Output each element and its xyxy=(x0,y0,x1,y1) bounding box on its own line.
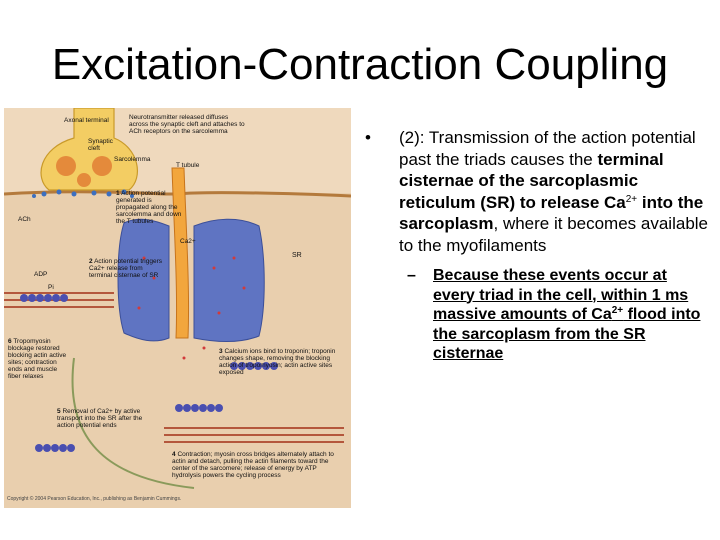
bullet-list xyxy=(365,127,710,364)
step-1-text: Action potential generated is propagated along the sarcolemma and down the T tubules xyxy=(116,190,182,225)
step-3-text: Calcium ions bind to troponin; troponin changes shape, removing the blocking action of tropomyosin; actin active sites exposed xyxy=(219,348,336,376)
pi-label: Pi xyxy=(48,284,54,291)
bullet-main-bold-2: into the sarcoplasm xyxy=(399,192,704,233)
sr-cisterna-left xyxy=(118,219,169,341)
bullet-marker: • xyxy=(365,128,371,147)
bullet-main-text-1: (2): Transmission of the action potential past the triads causes the xyxy=(399,128,696,169)
bullet-sub xyxy=(407,266,710,364)
bullet-main xyxy=(365,127,710,256)
actin-chain-4 xyxy=(35,444,75,452)
bullet-main-bold-1: terminal cisternae of the sarcoplasmic reticulum (SR) to release Ca xyxy=(399,149,664,212)
vesicle xyxy=(77,173,91,187)
axonal-terminal-label: Axonal terminal xyxy=(64,117,109,124)
figure-credit: Copyright © 2004 Pearson Education, Inc., publishing as Benjamin Cummings. xyxy=(7,496,182,502)
sarcolemma-label: Sarcolemma xyxy=(114,156,151,163)
step-2-label xyxy=(89,258,164,279)
bullet-sub-text-2: flood into the sarcoplasm from the SR cisternae xyxy=(433,306,701,362)
vesicle xyxy=(92,156,112,176)
step-3-number: 3 xyxy=(219,348,223,355)
step-1-label xyxy=(116,190,182,225)
sr-cisterna-right xyxy=(194,219,264,341)
slide-title: Excitation-Contraction Coupling xyxy=(51,40,669,89)
bullet-sub-text-1: Because these events occur at every triad in the cell, within 1 ms massive amounts of Ca xyxy=(433,267,689,323)
excitation-contraction-figure xyxy=(4,108,351,508)
step-6-number: 6 xyxy=(8,338,12,345)
sr-label: SR xyxy=(292,252,302,259)
step-5-number: 5 xyxy=(57,408,61,415)
sub-bullet-marker: – xyxy=(407,267,416,284)
ach-label: ACh xyxy=(18,216,31,223)
step-4-label xyxy=(172,451,342,479)
step-5-text: Removal of Ca2+ by active transport into the SR after the action potential ends xyxy=(57,408,143,429)
step-1-number: 1 xyxy=(116,190,120,197)
bullet-sub-superscript: 2+ xyxy=(611,305,624,316)
step-2-number: 2 xyxy=(89,258,93,265)
step-4-text: Contraction; myosin cross bridges alternately attach to actin and detach, pulling the actin filaments toward the center of the sarcomere; release of energy by ATP hydrolysis powers the cycling process xyxy=(172,451,334,479)
synaptic-cleft-label: Synaptic cleft xyxy=(88,138,113,152)
neurotransmitter-label: Neurotransmitter released diffuses across the synaptic cleft and attaches to ACh receptors on the sarcolemma xyxy=(129,114,245,135)
step-5-label xyxy=(57,408,157,429)
bullet-main-text-2: , where it becomes available to the myofilaments xyxy=(399,214,709,255)
bullet-main-superscript: 2+ xyxy=(625,193,638,205)
step-6-text: Tropomyosin blockage restored blocking actin active sites; contraction ends and muscle fiber relaxes xyxy=(8,338,67,380)
step-6-label xyxy=(8,338,70,380)
step-4-number: 4 xyxy=(172,451,176,458)
t-tubule-label: T tubule xyxy=(176,162,200,169)
adp-label: ADP xyxy=(34,271,48,278)
calcium-label: Ca2+ xyxy=(180,238,196,245)
step-3-label xyxy=(219,348,344,376)
vesicle xyxy=(56,156,76,176)
step-2-text: Action potential triggers Ca2+ release from terminal cisternae of SR xyxy=(89,258,163,279)
